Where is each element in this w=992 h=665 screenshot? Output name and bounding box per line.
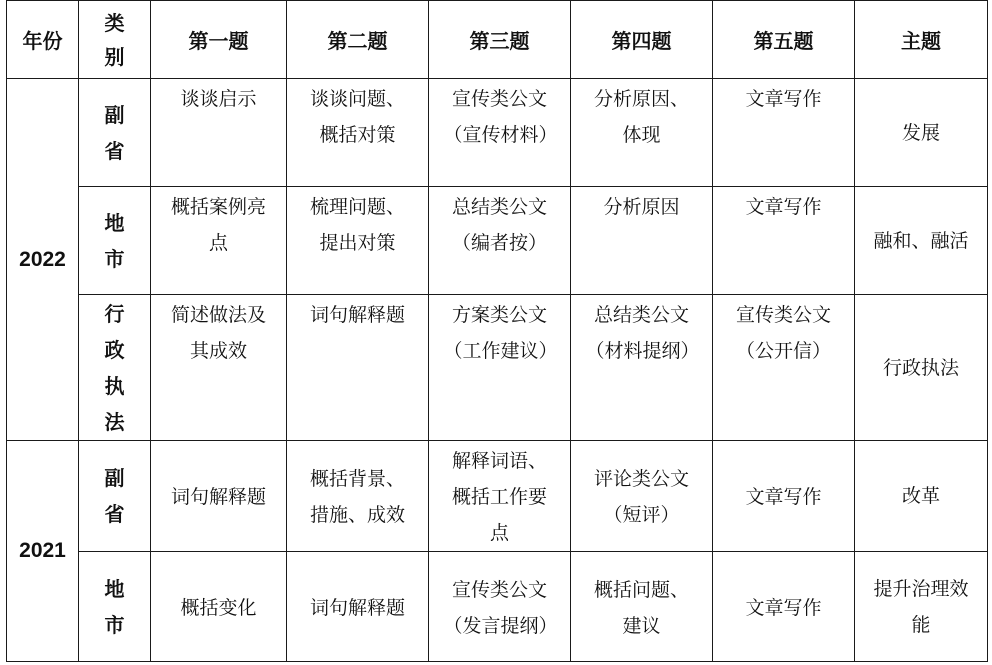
theme-cell: 改革 [855,441,988,552]
header-category: 类别 [79,1,151,79]
table-row [7,187,988,295]
q4-cell: 评论类公文（短评） [571,441,713,552]
year-cell-2021: 2021 [7,441,79,662]
q1-cell: 概括案例亮点 [151,187,287,295]
header-q1: 第一题 [151,1,287,79]
q4-cell: 概括问题、建议 [571,552,713,662]
table-row [7,441,988,552]
q2-cell: 谈谈问题、概括对策 [287,79,429,187]
q3-cell: 宣传类公文（发言提纲） [429,552,571,662]
q3-cell: 解释词语、概括工作要点 [429,441,571,552]
table-row [7,79,988,187]
header-year: 年份 [7,1,79,79]
q3-cell: 总结类公文（编者按） [429,187,571,295]
q5-cell: 文章写作 [713,187,855,295]
header-q5: 第五题 [713,1,855,79]
header-row [7,1,988,79]
category-cell: 地市 [79,187,151,295]
q4-cell: 分析原因 [571,187,713,295]
q4-cell: 分析原因、体现 [571,79,713,187]
header-q4: 第四题 [571,1,713,79]
q2-cell: 梳理问题、提出对策 [287,187,429,295]
q2-cell: 词句解释题 [287,295,429,441]
year-cell-2022: 2022 [7,79,79,441]
q1-cell: 简述做法及其成效 [151,295,287,441]
q2-cell: 词句解释题 [287,552,429,662]
q1-cell: 谈谈启示 [151,79,287,187]
q1-cell: 概括变化 [151,552,287,662]
header-theme: 主题 [855,1,988,79]
table-row [7,295,988,441]
q2-cell: 概括背景、措施、成效 [287,441,429,552]
q1-cell: 词句解释题 [151,441,287,552]
theme-cell: 行政执法 [855,295,988,441]
q4-cell: 总结类公文（材料提纲） [571,295,713,441]
header-q3: 第三题 [429,1,571,79]
category-cell: 副省 [79,79,151,187]
q3-cell: 宣传类公文（宣传材料） [429,79,571,187]
theme-cell: 提升治理效能 [855,552,988,662]
q5-cell: 文章写作 [713,79,855,187]
category-cell: 行政执法 [79,295,151,441]
q5-cell: 文章写作 [713,552,855,662]
q5-cell: 宣传类公文（公开信） [713,295,855,441]
theme-cell: 融和、融活 [855,187,988,295]
theme-cell: 发展 [855,79,988,187]
table-row [7,552,988,662]
q3-cell: 方案类公文（工作建议） [429,295,571,441]
header-q2: 第二题 [287,1,429,79]
category-cell: 地市 [79,552,151,662]
q5-cell: 文章写作 [713,441,855,552]
exam-question-table [6,0,988,662]
category-cell: 副省 [79,441,151,552]
